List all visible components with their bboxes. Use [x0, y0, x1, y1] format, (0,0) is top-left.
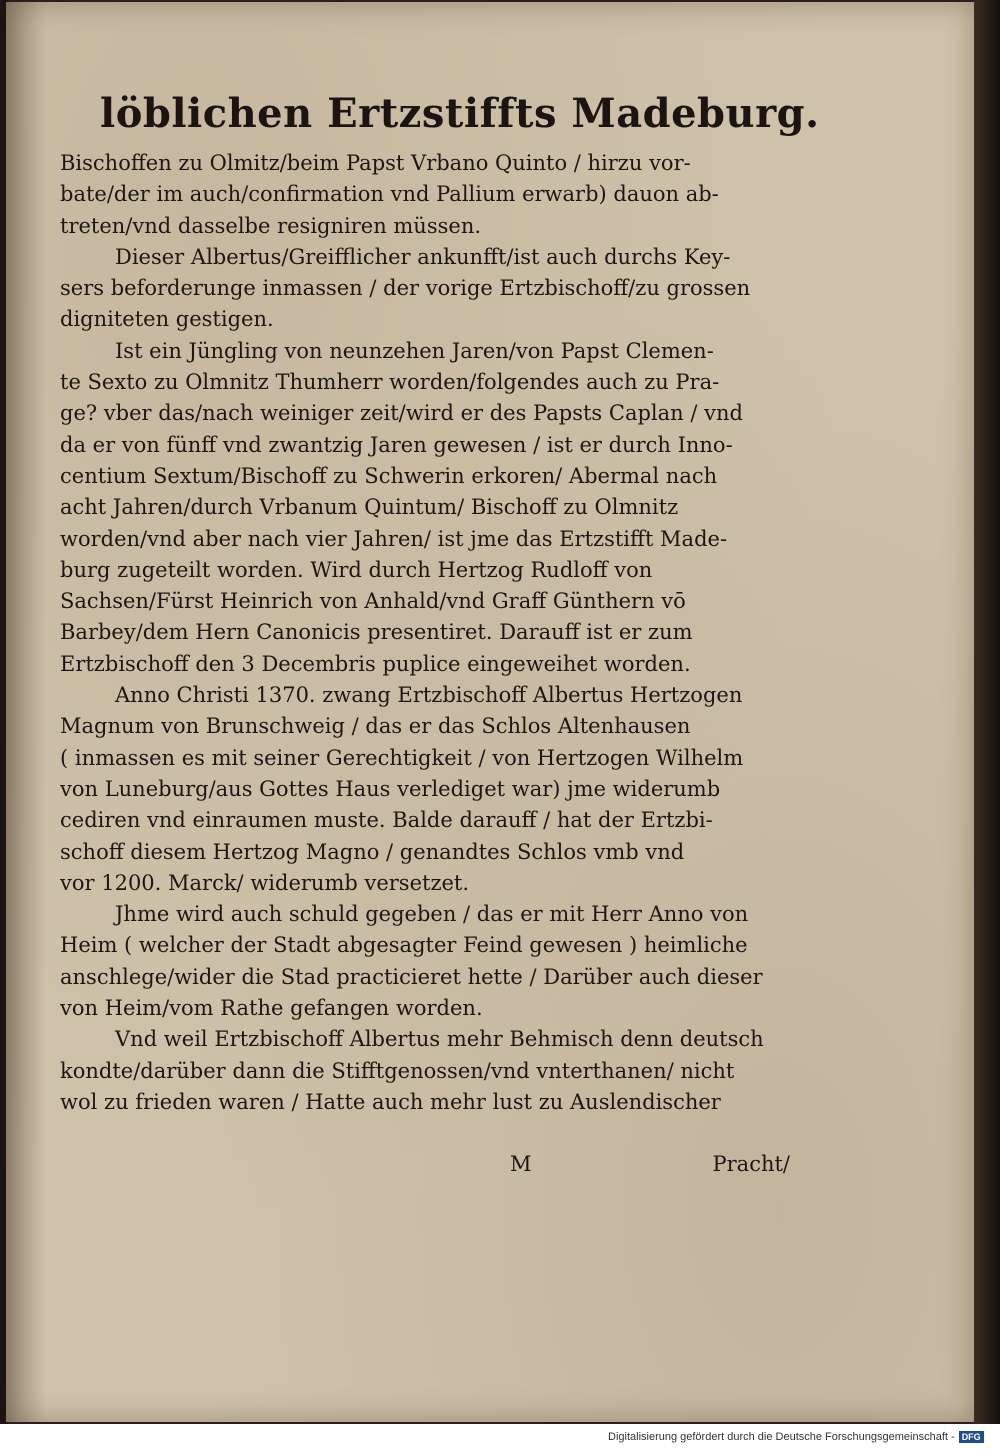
text-line: schoff diesem Hertzog Magno / genandtes Schlos vmb vnd [60, 839, 685, 864]
text-line: digniteten gestigen. [60, 307, 274, 332]
signature-mark: M [510, 1152, 532, 1176]
book-right-edge [974, 0, 1000, 1424]
text-line: anschlege/wider die Stad practicieret hette / Darüber auch dieser [60, 964, 763, 989]
footer-credit-text: Digitalisierung gefördert durch die Deutsche Forschungsgemeinschaft - [608, 1431, 955, 1443]
text-line: ( inmassen es mit seiner Gerechtigkeit / von Hertzogen Wilhelm [60, 745, 744, 770]
text-line: wol zu frieden waren / Hatte auch mehr lust zu Auslendischer [60, 1089, 721, 1114]
text-line: Bischoffen zu Olmitz/beim Papst Vrbano Quinto / hirzu vor- [60, 151, 691, 175]
page-body-text [60, 148, 800, 1118]
text-line: Heim ( welcher der Stadt abgesagter Feind gewesen ) heimliche [60, 933, 748, 958]
text-line: cediren vnd einraumen muste. Balde darauff / hat der Ertzbi- [60, 808, 713, 833]
catchword-row [60, 1152, 800, 1184]
text-line: Ist ein Jüngling von neunzehen Jaren/von Papst Clemen- [115, 338, 714, 363]
text-line: Dieser Albertus/Greifflicher ankunfft/ist auch durchs Key- [115, 244, 731, 269]
text-line: ge? vber das/nach weiniger zeit/wird er des Papsts Caplan / vnd [60, 401, 743, 426]
text-line: Barbey/dem Hern Canonicis presentiret. Darauff ist er zum [60, 620, 693, 645]
text-line: te Sexto zu Olmnitz Thumherr worden/folgendes auch zu Pra- [60, 370, 720, 395]
text-line: von Heim/vom Rathe gefangen worden. [60, 996, 483, 1021]
text-line: bate/der im auch/confirmation vnd Pallium erwarb) dauon ab- [60, 182, 719, 207]
text-line: burg zugeteilt worden. Wird durch Hertzog Rudloff von [60, 557, 653, 582]
text-line: Jhme wird auch schuld gegeben / das er mit Herr Anno von [115, 902, 749, 927]
text-line: von Luneburg/aus Gottes Haus verlediget war) jme widerumb [60, 776, 721, 801]
text-line: worden/vnd aber nach vier Jahren/ ist jme das Ertzstifft Made- [60, 526, 728, 551]
text-line: da er von fünff vnd zwantzig Jaren gewesen / ist er durch Inno- [60, 432, 733, 457]
text-line: Magnum von Brunschweig / das er das Schlos Altenhausen [60, 714, 691, 739]
text-line: centium Sextum/Bischoff zu Schwerin erkoren/ Abermal nach [60, 463, 718, 488]
text-line: Anno Christi 1370. zwang Ertzbischoff Albertus Hertzogen [115, 683, 743, 708]
text-line: Vnd weil Ertzbischoff Albertus mehr Behmisch denn deutsch [115, 1027, 764, 1052]
text-line: acht Jahren/durch Vrbanum Quintum/ Bischoff zu Olmnitz [60, 495, 679, 520]
text-line: Ertzbischoff den 3 Decembris puplice eingeweihet worden. [60, 651, 691, 676]
catchword: Pracht/ [712, 1152, 790, 1176]
dfg-logo-icon: DFG [959, 1431, 984, 1443]
page-headline: löblichen Ertzstiffts Madeburg. [100, 90, 820, 137]
text-line: Sachsen/Fürst Heinrich von Anhald/vnd Graff Günthern vō [60, 589, 686, 614]
text-line: vor 1200. Marck/ widerumb versetzet. [60, 870, 470, 895]
text-line: sers beforderunge inmassen / der vorige Ertzbischoff/zu grossen [60, 276, 751, 301]
footer-credit [608, 1431, 998, 1447]
text-line: kondte/darüber dann die Stifftgenossen/vnd vnterthanen/ nicht [60, 1058, 735, 1083]
text-line: treten/vnd dasselbe resigniren müssen. [60, 213, 482, 238]
